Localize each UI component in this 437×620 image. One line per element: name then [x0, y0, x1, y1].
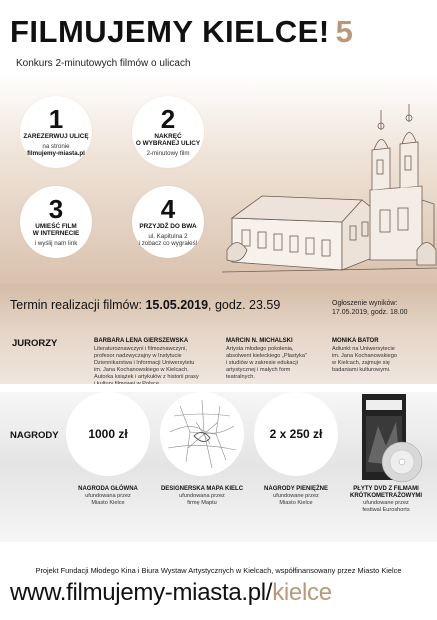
step-2	[132, 96, 204, 168]
prize-amount: 1000 zł	[88, 427, 128, 441]
step-3	[20, 186, 92, 258]
prize-desc: ufundowana przez	[85, 493, 131, 499]
prize-money-circle	[254, 392, 338, 476]
prize-dvd-label	[338, 486, 434, 514]
deadline-label: Termin realizacji filmów:	[10, 298, 142, 312]
juror-name: MONIKA BATOR	[332, 338, 379, 344]
results-label: Ogłoszenie wyników:	[332, 300, 398, 307]
prize-desc: festiwal Euroshorts	[362, 507, 410, 513]
step-number: 2	[160, 103, 176, 134]
deadline-time: , godz. 23.59	[208, 298, 281, 312]
juror-bio-line: Artysta młodego pokolenia,	[226, 346, 294, 352]
prize-desc: ufundowane przez	[273, 493, 319, 499]
juror-bio-line: w Kielcach, zajmuje się	[332, 360, 390, 366]
poster-title	[10, 14, 353, 50]
building-illustration	[222, 100, 437, 280]
step-desc-line: i wyślij nam link	[34, 239, 78, 247]
step-heading: ZAREZERWUJ ULICĘ	[23, 132, 89, 140]
edition-number: 5	[335, 14, 354, 49]
prize-map-circle	[160, 392, 244, 476]
website-url[interactable]	[10, 579, 332, 607]
step-heading-2: W INTERNECIE	[32, 229, 80, 237]
juror-bio-line: artystycznej i małych form	[226, 367, 291, 373]
url-accent: kielce	[272, 579, 332, 606]
prize-title: NAGRODY PIENIĘŻNE	[264, 486, 328, 492]
deadline-date: 15.05.2019	[145, 298, 209, 312]
results-date: 17.05.2019, godz. 18.00	[332, 309, 408, 316]
juror-bio-line: Adiunkt na Uniwersytecie	[332, 346, 395, 352]
step-number: 3	[48, 193, 64, 224]
step-desc-line-2: i zobacz co wygrałeś!	[138, 240, 198, 247]
prize-desc: Miasto Kielce	[91, 500, 125, 506]
juror-3	[332, 338, 432, 374]
deadline-text	[10, 298, 280, 312]
step-heading: PRZYJDŹ DO BWA	[139, 222, 197, 230]
juror-bio-line: Literaturoznawczyni i filmoznawczyni,	[94, 346, 187, 352]
project-note: Projekt Fundacji Młodego Kina i Biura Wystaw Artystycznych w Kielcach, współfinansowany przez Miasto Kielce	[35, 566, 402, 575]
title-text: FILMUJEMY KIELCE!	[10, 14, 330, 49]
juror-name: MARCIN N. MICHALSKI	[226, 338, 293, 344]
step-heading: UMIEŚĆ FILM	[35, 222, 77, 230]
step-heading: NAKRĘĆ	[154, 132, 182, 140]
step-link: filmujemy-miasta.pl	[27, 150, 85, 157]
prize-desc: Miasto Kielce	[279, 500, 313, 506]
juror-bio-line: im. Jana Kochanowskiego	[332, 353, 397, 359]
juror-bio-line: Autorka książek i artykułów z historii prasy	[94, 374, 199, 380]
juror-bio-line: i studiów w zakresie edukacji	[226, 360, 298, 366]
step-number: 4	[160, 193, 176, 224]
step-1	[20, 96, 92, 168]
juror-bio-line: absolwent kieleckiego „Plastyka”	[226, 353, 307, 359]
prize-money-label	[241, 486, 351, 507]
juror-name: BARBARA LENA GIERSZEWSKA	[94, 338, 189, 344]
poster-subtitle: Konkurs 2-minutowych filmów o ulicach	[16, 58, 191, 69]
results-announcement	[332, 299, 408, 317]
step-heading-2: O WYBRANEJ ULICY	[135, 139, 201, 147]
dvd-box-image	[356, 392, 424, 488]
city-map-icon	[160, 392, 244, 476]
step-desc-line: 2-minutowy film	[146, 149, 190, 157]
juror-1	[94, 338, 214, 388]
prize-desc: firmę Maptu	[187, 500, 217, 506]
juror-bio-line: badaniami kulturowymi.	[332, 367, 391, 373]
prize-title: DESIGNERSKA MAPA KIELC	[160, 486, 244, 492]
juror-bio-line: Dziennikarstwa i Informacji Uniwersytetu	[94, 360, 195, 366]
juror-bio-line: teatralnych.	[226, 374, 255, 380]
url-main: www.filmujemy-miasta.pl/	[10, 579, 273, 606]
prize-title: PŁYTY DVD Z FILMAMI KRÓTKOMETRAŻOWYMI	[350, 486, 422, 499]
jury-heading: JURORZY	[12, 338, 58, 349]
prizes-heading: NAGRODY	[10, 430, 59, 441]
step-number: 1	[48, 103, 64, 134]
prize-desc: ufundowana przez	[179, 493, 225, 499]
prize-desc: ufundowane przez	[363, 500, 409, 506]
prize-title: NAGRODA GŁÓWNA	[78, 486, 138, 492]
prize-main-circle	[66, 392, 150, 476]
step-desc-line: ul. Kapitulna 2	[148, 232, 188, 240]
juror-2	[226, 338, 326, 381]
juror-bio-line: im. Jana Kochanowskiego w Kielcach.	[94, 367, 189, 373]
step-desc-line: na stronie	[42, 142, 70, 150]
step-4	[132, 186, 204, 258]
juror-bio-line: profesor nadzwyczajny w Instytucie	[94, 353, 182, 359]
prize-amount: 2 x 250 zł	[269, 427, 323, 441]
